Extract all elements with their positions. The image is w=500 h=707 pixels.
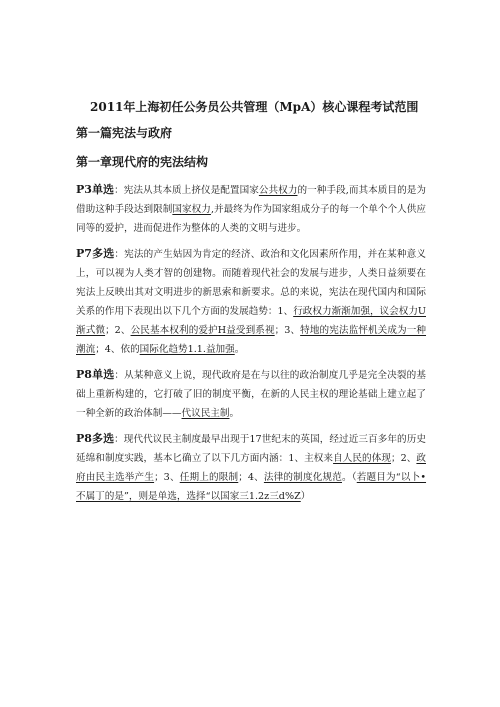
key-term: 政府由民主选举产生 (76, 453, 426, 483)
key-term: 国际化趋势1.1.益加强 (139, 344, 235, 355)
item-list (76, 180, 426, 506)
paragraph-text: ；2、 (391, 453, 417, 464)
paragraph-text: 的一种手段,而其本质目的是为借助这种手段达到限制 (76, 185, 426, 215)
paragraph-text: ；4、依的 (95, 344, 140, 355)
question-type-label: P8多选 (76, 432, 115, 445)
paragraph-text: ,并最终为作为国家组成分子的每一个单个个人供应同等的爱护，进而促进作为整体的人类的文明与进步。 (76, 204, 427, 234)
paragraph-text: 。 (234, 344, 245, 355)
paragraph-text: ；3、 (274, 325, 301, 336)
question-paragraph (76, 365, 426, 423)
paragraph-text: ；4、 (238, 472, 264, 483)
paragraph-text: ：宪法从其本质上挤仪是配置国家 (114, 185, 259, 196)
document-title: 2011年上海初任公务员公共管理（MpA）核心课程考试范围第一篇宪法与政府 (76, 100, 419, 140)
question-paragraph (76, 180, 426, 238)
question-paragraph (76, 429, 426, 506)
key-term: 公民基本权利的爱护H益受到系视 (130, 325, 275, 336)
key-term: 行政权力渐渐加强，议会权力U渐式微 (76, 306, 426, 336)
key-term: 法律的制度化规范 (263, 472, 342, 483)
key-term: 自人民的体现 (333, 453, 391, 464)
paragraph-text: ；3、 (154, 472, 180, 483)
key-term: 国家权力 (172, 204, 211, 215)
question-type-label: P7多选 (76, 247, 115, 260)
key-term: 代议民主制 (181, 408, 230, 419)
key-term: 若题目为“以卜•不属丁的是”，则是单选，选择“以国家三1.2z三d%Z (76, 472, 427, 502)
key-term: 特地的宪法监怦机关成为一种潮流 (76, 325, 427, 355)
document-body (76, 94, 426, 512)
paragraph-text: 。（ (342, 472, 357, 483)
paragraph-text: ：宪法的产生姑因为肯定的经济、政治和文化因素所作用，并在某种意义上，可以视为人类才智的创建物。而随着现代社会的发展与进步，人类日益须要在宪法上反映出其对文明进步的新思索和新要求。总的来说，宪法在现代国内和国际关系的作用下表现出以下几个方面的发展趋势：1、 (76, 249, 426, 317)
chapter-heading: 第一章现代府的宪法结构 (76, 155, 209, 169)
paragraph-text: ：从某种意义上说，现代政府是在与以往的政治制度几乎是完全决裂的基础上重新构建的，它打破了旧的制度平衡，在新的人民主权的理论基础上建立起了一种全新的政治体制—— (76, 370, 426, 419)
question-type-label: P8单选 (76, 368, 115, 381)
key-term: 公共权力 (258, 185, 298, 196)
paragraph-text: ） (300, 491, 311, 502)
question-paragraph (76, 244, 426, 359)
paragraph-text: 。 (229, 408, 240, 419)
paragraph-text: ；2、 (105, 325, 131, 336)
paragraph-text: ：现代代议民主制度最早出现于17世纪末的英国，经过近三百多年的历史延绵和制度实践，基本匕确立了以下几方面内涵：1、主权来 (76, 434, 426, 464)
key-term: 任期上的限制 (179, 472, 239, 483)
question-type-label: P3单选 (76, 183, 115, 196)
